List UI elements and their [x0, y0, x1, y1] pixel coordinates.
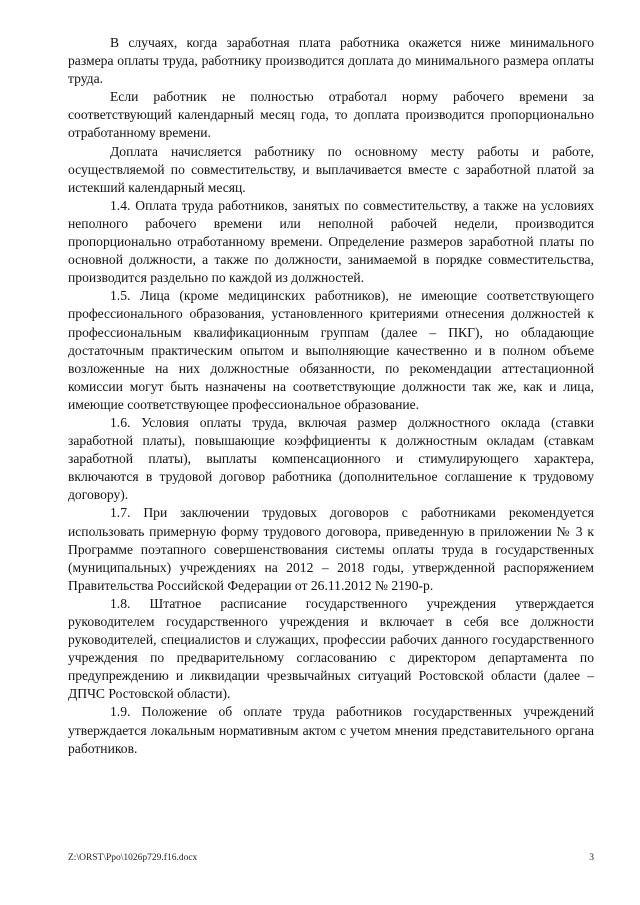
- paragraph-1-7: 1.7. При заключении трудовых договоров с работниками рекомендуется использовать примерную форму трудового договора, приведенную в приложении № 3 к Программе поэтапного совершенствования системы оплаты труда в государственных (муниципальных) учреждениях на 2012 – 2018 годы, утвержденной распоряжением Правительства Российской Федерации от 26.11.2012 № 2190-р.: [68, 505, 594, 593]
- document-body: [68, 34, 594, 758]
- paragraph-partial-time: Если работник не полностью отработал норму рабочего времени за соответствующий календарный месяц года, то доплата производится пропорционально отработанному времени.: [68, 89, 594, 141]
- paragraph-1-5: 1.5. Лица (кроме медицинских работников), не имеющие соответствующего профессионального образования, установленного критериями отнесения должностей к профессиональным квалификационным группам (далее – ПКГ), но обладающие достаточным практическим опытом и выполняющие качественно и в полном объеме возложенные на них должностные обязанности, по рекомендации аттестационной комиссии могут быть назначены на соответствующие должности так же, как и лица, имеющие соответствующее профессиональное образование.: [68, 288, 594, 412]
- page-footer: [68, 853, 594, 863]
- page-number: 3: [589, 853, 594, 863]
- paragraph-min-wage: В случаях, когда заработная плата работника окажется ниже минимального размера оплаты труда, работнику производится доплата до минимального размера оплаты труда.: [68, 35, 594, 87]
- paragraph-1-4: 1.4. Оплата труда работников, занятых по совместительству, а также на условиях неполного рабочего времени или неполной рабочей недели, производится пропорционально отработанному времени. Определение размеров заработной платы по основной должности, а также по должности, занимаемой в порядке совместительства, производится раздельно по каждой из должностей.: [68, 197, 594, 286]
- paragraph-1-9: 1.9. Положение об оплате труда работников государственных учреждений утверждается локальным нормативным актом с учетом мнения представительного органа работников.: [68, 704, 594, 756]
- paragraph-doplata: Доплата начисляется работнику по основному месту работы и работе, осуществляемой по совместительству, и выплачивается вместе с заработной платой за истекший календарный месяц.: [68, 143, 594, 195]
- file-path: Z:\ORST\Ppo\1026p729.f16.docx: [68, 853, 198, 863]
- paragraph-1-8: 1.8. Штатное расписание государственного учреждения утверждается руководителем государственного учреждения и включает в себя все должности руководителей, специалистов и служащих, профессии рабочих данного государственного учреждения по предварительному согласованию с директором департамента по предупреждению и ликвидации чрезвычайных ситуаций Ростовской области (далее – ДПЧС Ростовской области).: [68, 595, 594, 702]
- paragraph-1-6: 1.6. Условия оплаты труда, включая размер должностного оклада (ставки заработной платы), повышающие коэффициенты к должностным окладам (ставкам заработной платы), выплаты компенсационного и стимулирующего характера, включаются в трудовой договор работника (дополнительное соглашение к трудовому договору).: [68, 414, 594, 503]
